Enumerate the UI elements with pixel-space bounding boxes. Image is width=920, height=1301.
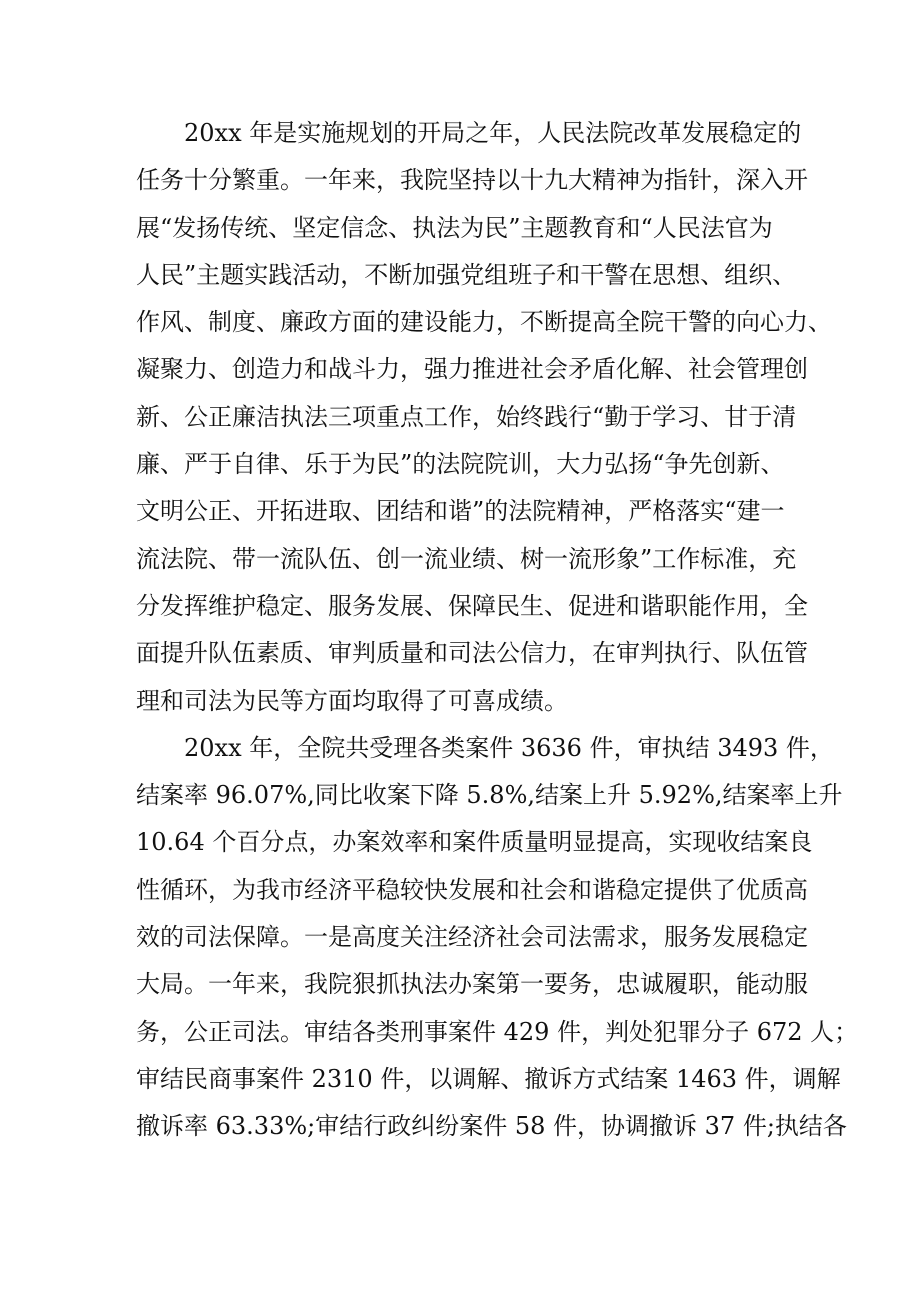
text-line: 审结民商事案件 2310 件，以调解、撤诉方式结案 1463 件，调解 [136, 1064, 841, 1093]
text-line: 分发挥维护稳定、服务发展、保障民生、促进和谐职能作用，全 [136, 591, 808, 620]
paragraph-1 [136, 110, 832, 725]
text-line: 20xx 年是实施规划的开局之年，人民法院改革发展稳定的 [184, 119, 802, 147]
text-line: 流法院、带一流队伍、创一流业绩、树一流形象”工作标准，充 [136, 544, 797, 573]
text-line: 任务十分繁重。一年来，我院坚持以十九大精神为指针，深入开 [136, 166, 808, 195]
text-line: 性循环，为我市经济平稳较快发展和社会和谐稳定提供了优质高 [136, 875, 808, 904]
text-line: 撤诉率 63.33%;审结行政纠纷案件 58 件，协调撤诉 37 件;执结各 [136, 1112, 847, 1141]
document-body [136, 110, 859, 1151]
text-line: 10.64 个百分点，办案效率和案件质量明显提高，实现收结案良 [136, 828, 813, 857]
text-line: 廉、严于自律、乐于为民”的法院院训，大力弘扬“争先创新、 [136, 450, 785, 479]
text-line: 大局。一年来，我院狠抓执法办案第一要务，忠诚履职，能动服 [136, 970, 808, 999]
text-line: 展“发扬传统、坚定信念、执法为民”主题教育和“人民法官为 [136, 213, 773, 242]
text-line: 凝聚力、创造力和战斗力，强力推进社会矛盾化解、社会管理创 [136, 355, 808, 384]
text-line: 效的司法保障。一是高度关注经济社会司法需求，服务发展稳定 [136, 923, 808, 952]
text-line: 面提升队伍素质、审判质量和司法公信力，在审判执行、队伍管 [136, 639, 808, 668]
text-line: 人民”主题实践活动，不断加强党组班子和干警在思想、组织、 [136, 260, 797, 289]
text-line: 结案率 96.07%,同比收案下降 5.8%,结案上升 5.92%,结案率上升 [136, 781, 843, 810]
text-line: 文明公正、开拓进取、团结和谐”的法院精神，严格落实“建一 [136, 497, 785, 526]
text-line: 理和司法为民等方面均取得了可喜成绩。 [136, 686, 568, 715]
paragraph-2 [136, 725, 859, 1151]
text-line: 作风、制度、廉政方面的建设能力，不断提高全院干警的向心力、 [136, 308, 832, 337]
text-line: 务，公正司法。审结各类刑事案件 429 件，判处犯罪分子 672 人； [136, 1017, 859, 1046]
text-line: 20xx 年，全院共受理各类案件 3636 件，审执结 3493 件， [184, 733, 834, 762]
text-line: 新、公正廉洁执法三项重点工作，始终践行“勤于学习、甘于清 [136, 402, 797, 431]
